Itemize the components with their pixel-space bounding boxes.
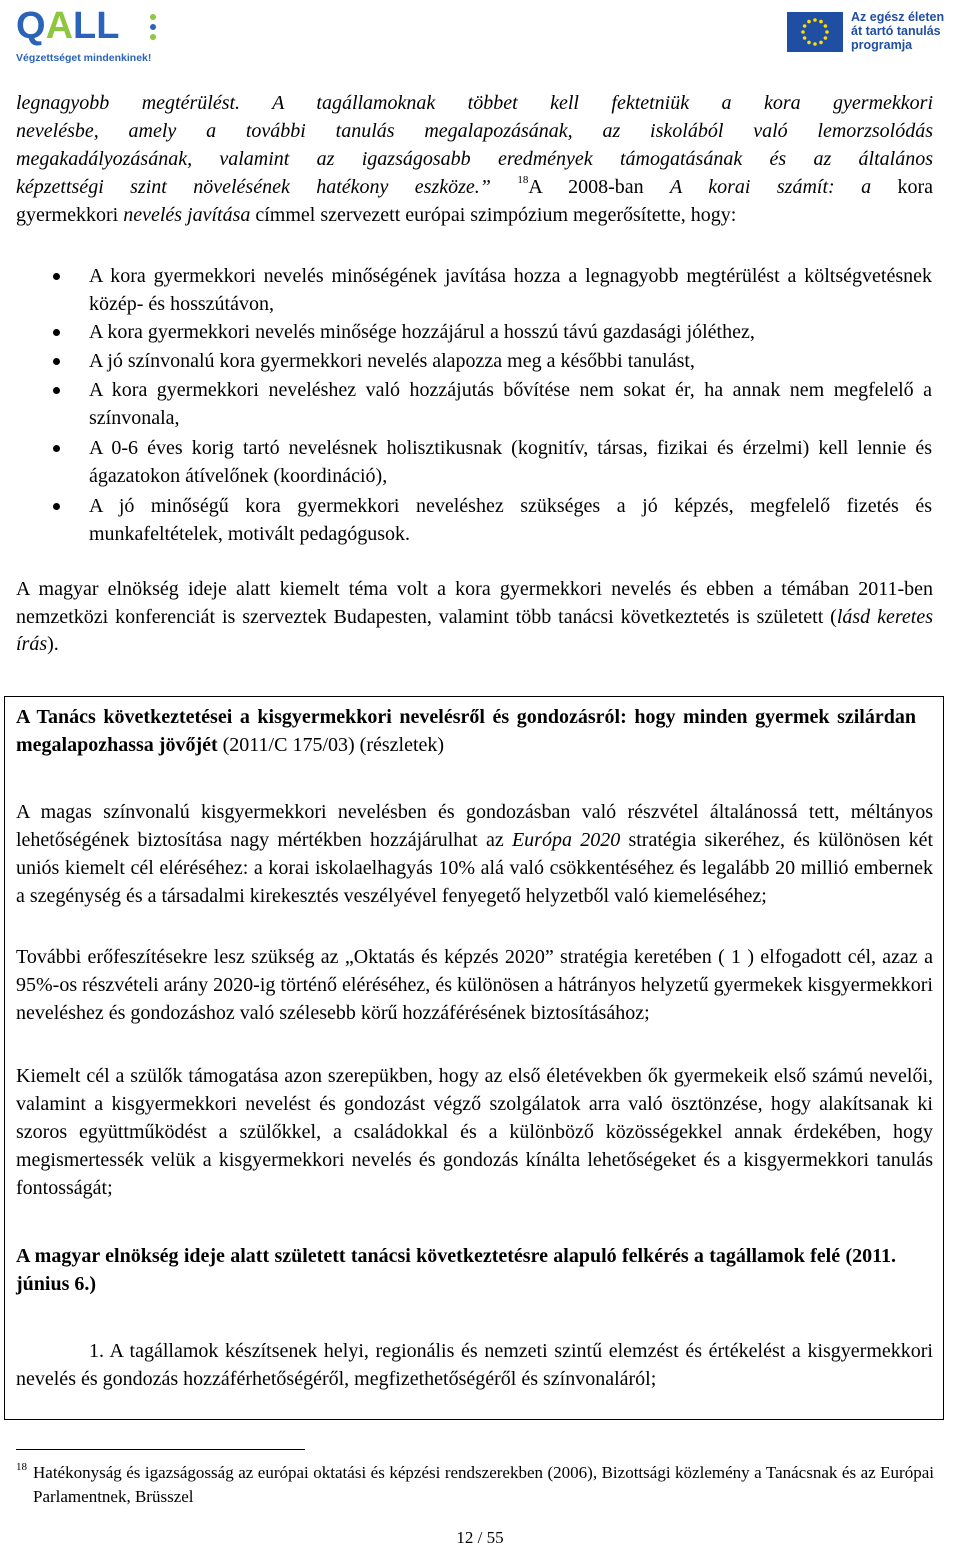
- request-title: A magyar elnökség ideje alatt született tanácsi következtetésre alapuló felkérés a tagállamok felé (2011. június 6.): [16, 1245, 896, 1295]
- intro-line-3: megakadályozásának, valamint az igazságosabb eredmények támogatásának és az általános: [16, 148, 933, 170]
- bullet-icon: [53, 358, 60, 365]
- logo-letter-q: Q: [16, 5, 46, 47]
- intro-text: A 2008-ban: [528, 176, 671, 198]
- intro-text-3: gyermekkori: [16, 204, 124, 226]
- footnote-number: 18: [16, 1461, 27, 1473]
- box-p1-text-end: stratégia sikeréhez, és különösen két uniós kiemelt cél eléréséhez: a korai iskolaelhagyás 10% alá való csökkentéséhez és legalább 20 millió embernek a szegénység és a társadalmi kirekesztés veszélyével fenyegető helyzetből való kiemeléséhez;: [16, 829, 934, 907]
- footnote-text: Hatékonyság és igazságosság az európai oktatási és képzési rendszerekben (2006), Bizottsági közlemény a Tanácsnak és az Európai Parlamentnek, Brüsszel: [33, 1463, 934, 1506]
- box-title-bold: A Tanács következtetései a kisgyermekkori nevelésről és gondozásról: hogy minden gyermek szilárdan megalapozhassa jövőjét: [16, 706, 916, 756]
- bullet-icon: [53, 503, 60, 510]
- intro-line-2: nevelésbe, amely a további tanulás megalapozásának, az iskolából való lemorzsolódás: [16, 120, 933, 142]
- presidency-paragraph: [16, 576, 933, 659]
- box-paragraph-1: [16, 798, 933, 910]
- list-item-text: A jó minőségű kora gyermekkori neveléshez szükséges a jó képzés, megfelelő fizetés és munkafeltételek, motivált pedagógusok.: [89, 495, 932, 545]
- logo-dots-icon: [150, 14, 160, 44]
- list-item-text: A kora gyermekkori neveléshez való hozzájutás bővítése nem sokat ér, ha annak nem megfelelő a színvonala,: [89, 379, 932, 429]
- request-item-1: 1. A tagállamok készítsenek helyi, regionális és nemzeti szintű elemzést és értékelést a kisgyermekkori nevelés és gondozás hozzáférhetőségéről, megfizethetőségéről és színvonaláról;: [16, 1340, 933, 1390]
- qall-logo-wordmark: [16, 6, 119, 46]
- logo-letter-a: A: [45, 5, 74, 47]
- box-paragraph-3: Kiemelt cél a szülők támogatása azon szerepükben, hogy az első életévekben ők gyermekeik első számú nevelői, valamint a kisgyermekkori nevelést és gondozást végző szolgálatok arra való ösztönzése, hogy alakítsanak ki szoros együttműködést a szülőkkel, a családokkal és a különböző közösségekkel annak érdekében, hogy megismertessék velük a kisgyermekkori nevelés és gondozás kínálta lehetőségeket és a kisgyermekkori tanulás fontosságát;: [16, 1065, 933, 1199]
- footnote-ref-18: 18: [517, 174, 529, 187]
- eu-lifelong-learning-logo: [787, 10, 952, 58]
- box-title-reference: (2011/C 175/03) (részletek): [217, 734, 445, 756]
- qall-logo: [14, 6, 164, 68]
- intro-text-4: címmel szervezett európai szimpózium megerősítette, hogy:: [250, 204, 737, 226]
- list-item-text: A kora gyermekkori nevelés minősége hozzájárul a hosszú távú gazdasági jóléthez,: [89, 321, 755, 343]
- presidency-text: A magyar elnökség ideje alatt kiemelt téma volt a kora gyermekkori nevelés és ebben a témában 2011-ben nemzetközi konferenciát is szerveztek Budapesten, valamint több tanácsi következtetés is született (: [16, 578, 933, 628]
- box-p1-text: A magas színvonalú kisgyermekkori nevelésben és gondozásban való részvétel általánossá tett, méltányos lehetőségének biztosítása nagy mértékben hozzájárulhat az: [16, 801, 933, 851]
- symposium-title-part-2: nevelés javítása: [123, 204, 251, 226]
- list-item-text: A kora gyermekkori nevelés minőségének javítása hozza a legnagyobb megtérülést a költségvetésnek közép- és hosszútávon,: [89, 265, 932, 315]
- logo-letters-ll: LL: [73, 5, 120, 47]
- presidency-text-end: ).: [47, 633, 59, 655]
- eu-logo-text: [851, 10, 944, 52]
- bullet-icon: [53, 329, 60, 336]
- see-box-reference: lásd keretes írás: [16, 605, 933, 655]
- bullet-icon: [53, 273, 60, 280]
- intro-quote-end: képzettségi szint növelésének hatékony eszköze.”: [16, 176, 491, 198]
- intro-line-1: legnagyobb megtérülést. A tagállamoknak többet kell fektetniük a kora gyermekkori: [16, 92, 933, 114]
- intro-text-2: kora: [871, 176, 934, 198]
- qall-tagline: Végzettséget mindenkinek!: [16, 52, 152, 64]
- bullet-icon: [53, 445, 60, 452]
- page-number: 12 / 55: [456, 1528, 504, 1547]
- box-title: [16, 703, 916, 759]
- eu-logo-line-1: Az egész életen: [851, 10, 945, 24]
- box-paragraph-2: További erőfeszítésekre lesz szükség az „Oktatás és képzés 2020” stratégia keretében ( 1 ) elfogadott cél, azaz a 95%-os részvételi arány 2020-ig történő eléréséhez, és különösen a hátrányos helyzetű gyermekek kisgyermekkori neveléshez és gondozáshoz való szélesebb körű hozzáférésének biztosításához;: [16, 946, 933, 1024]
- page-header: [0, 0, 960, 80]
- symposium-title-part-1: A korai számít: a: [670, 176, 872, 198]
- intro-line-5: [16, 201, 933, 229]
- eu-logo-line-2: át tartó tanulás: [851, 24, 941, 38]
- footnote-separator: [16, 1449, 305, 1450]
- bullet-icon: [53, 387, 60, 394]
- list-item-text: A 0-6 éves korig tartó nevelésnek holisztikusnak (kognitív, társas, fizikai és érzelmi) kell lennie és ágazatokon átívelőnek (koordináció),: [89, 437, 932, 487]
- eu-flag-icon: [787, 12, 843, 52]
- eu-logo-line-3: programja: [851, 38, 913, 52]
- intro-line-4: [16, 173, 933, 201]
- europe-2020-term: Európa 2020: [511, 829, 621, 851]
- list-item-text: A jó színvonalú kora gyermekkori nevelés alapozza meg a későbbi tanulást,: [89, 350, 695, 372]
